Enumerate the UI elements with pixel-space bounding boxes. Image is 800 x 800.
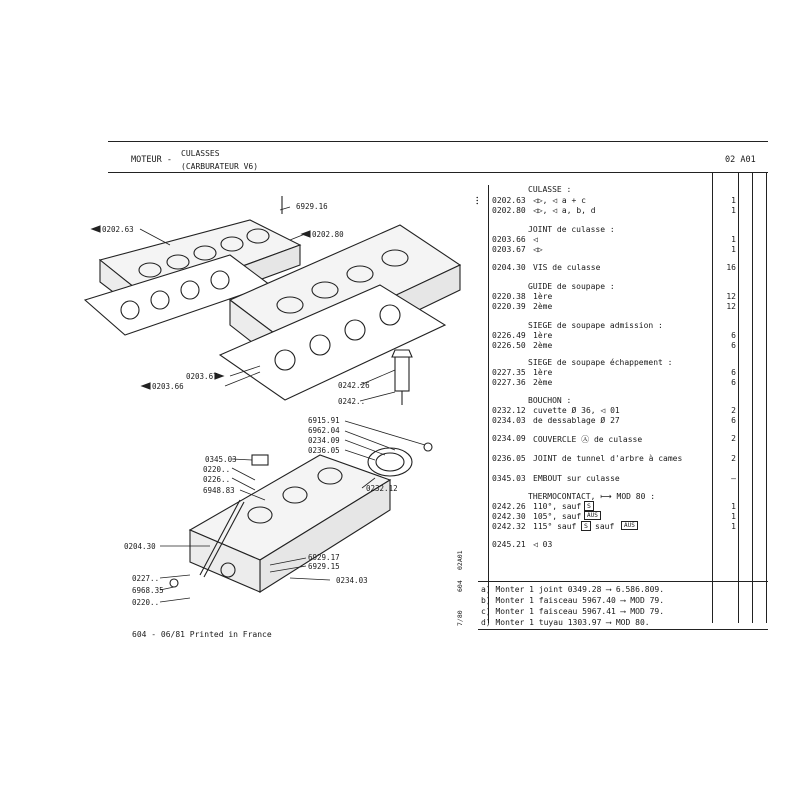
callout: 6968.35 — [132, 586, 164, 595]
note-c: c) Monter 1 faisceau 5967.41 ⟶ MOD 79. — [481, 607, 665, 616]
callout: 0204.30 — [124, 542, 156, 551]
callout: 6915.91 — [308, 416, 340, 425]
callout: 0202.63 — [102, 225, 134, 234]
heading-guide: GUIDE de soupape : — [528, 282, 615, 291]
callout: 0232.12 — [366, 484, 398, 493]
callout: 0242.. — [338, 397, 366, 406]
table-row: 0242.26 110°, sauf S 1 — [492, 502, 736, 511]
table-row: 0202.80 ◁▷, ◁ a, b, d 1 — [492, 206, 736, 215]
printed-footer: 604 - 06/81 Printed in France — [132, 630, 272, 639]
table-row: 0236.05 JOINT de tunnel d'arbre à cames 2 — [492, 454, 736, 463]
embout-part — [252, 455, 268, 465]
heading-siege-admission: SIEGE de soupape admission : — [528, 321, 663, 330]
section-label: MOTEUR - — [131, 155, 172, 165]
table-row: 0234.03 de dessablage Ø 27 6 — [492, 416, 736, 425]
page-title: CULASSES — [181, 149, 220, 158]
cup-plug-part — [170, 579, 178, 587]
callout: 0202.80 — [312, 230, 344, 239]
table-row: 0226.49 1ère 6 — [492, 331, 736, 340]
callout: 6929.16 — [296, 202, 328, 211]
variant-box: AUS — [584, 511, 601, 520]
variant-box: S — [581, 521, 591, 531]
variant-sep: sauf — [595, 522, 615, 531]
table-row: 0232.12 cuvette Ø 36, ◁ 01 2 — [492, 406, 736, 415]
row-marker: ••• — [475, 195, 481, 205]
note-d: d) Monter 1 tuyau 1303.97 ⟶ MOD 80. — [481, 618, 650, 627]
callout: 6929.15 — [308, 562, 340, 571]
table-row: 0345.03 EMBOUT sur culasse – — [492, 474, 736, 483]
callout: 0220.. — [132, 598, 160, 607]
table-row: 0220.39 2ème 12 — [492, 302, 736, 311]
table-row: 0234.09 COUVERCLE Ⓐ de culasse 2 — [492, 434, 736, 444]
page-code: 02 A01 — [725, 155, 756, 165]
variant-box: AUS — [621, 521, 638, 530]
table-row: 0245.21 ◁ 03 — [492, 540, 553, 549]
callout: 6929.17 — [308, 553, 340, 562]
heading-joint: JOINT de culasse : — [528, 225, 615, 234]
heading-bouchon: BOUCHON : — [528, 396, 572, 405]
cover-and-seal — [368, 443, 432, 476]
callout: 0220.. — [203, 465, 231, 474]
note-b: b) Monter 1 faisceau 5967.40 ⟶ MOD 79. — [481, 596, 665, 605]
table-row: 0203.67 ◁▷ 1 — [492, 245, 736, 254]
table-row: 0226.50 2ème 6 — [492, 341, 736, 350]
page-subtitle: (CARBURATEUR V6) — [181, 162, 259, 171]
callout: 6948.83 — [203, 486, 235, 495]
heading-culasse: CULASSE : — [528, 185, 572, 194]
thermocontact-part — [392, 350, 412, 405]
table-row: 0227.36 2ème 6 — [492, 378, 736, 387]
side-code-page: 02A01 — [456, 550, 464, 570]
callout: 0234.03 — [336, 576, 368, 585]
side-code-date: 7/80 — [456, 610, 464, 626]
callout: 0227.. — [132, 574, 160, 583]
table-row: 0242.30 105°, sauf AUS 1 — [492, 512, 736, 521]
table-row: 0202.63 ◁▷, ◁ a + c 1 — [492, 196, 736, 205]
callout: 0234.09 — [308, 436, 340, 445]
table-row: 0203.66 ◁ 1 — [492, 235, 736, 244]
callout: 0203.66 — [152, 382, 184, 391]
heading-thermocontact: THERMOCONTACT, ⟼ MOD 80 : — [528, 492, 656, 501]
callout: 0345.03 — [205, 455, 237, 464]
variant-box: S — [584, 501, 594, 511]
callout: 6962.04 — [308, 426, 340, 435]
table-row: 0227.35 1ère 6 — [492, 368, 736, 377]
callout: 0242.26 — [338, 381, 370, 390]
callout: 0226.. — [203, 475, 231, 484]
heading-siege-echappement: SIEGE de soupape échappement : — [528, 358, 673, 367]
table-row: 0242.32 115° sauf S sauf AUS 1 — [492, 522, 736, 531]
callout: 0236.05 — [308, 446, 340, 455]
table-row: 0220.38 1ère 12 — [492, 292, 736, 301]
note-a: a) Monter 1 joint 0349.28 ⟶ 6.586.809. — [481, 585, 665, 594]
side-code-model: 604 — [456, 580, 464, 592]
callout: 0203.67 — [186, 372, 218, 381]
table-row: 0204.30 VIS de culasse 16 — [492, 263, 736, 272]
